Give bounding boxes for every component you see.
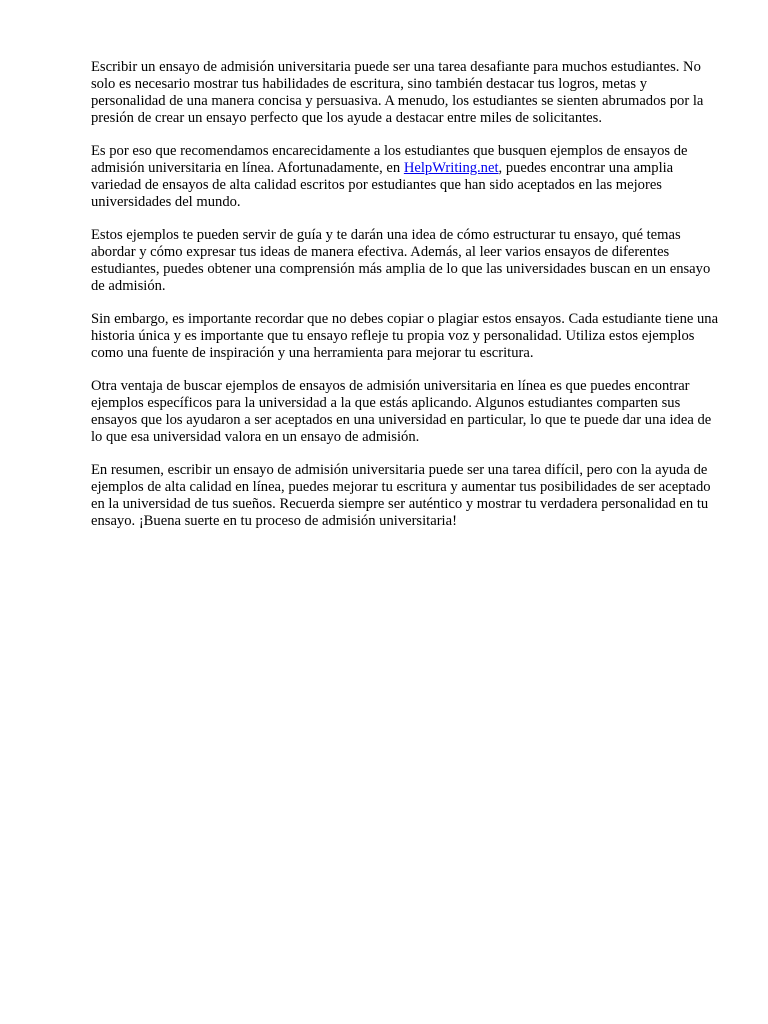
paragraph-examples: Estos ejemplos te pueden servir de guía y te darán una idea de cómo estructurar tu ensayo, qué temas abordar y cómo expresar tus ideas de manera efectiva. Además, al leer varios ensayos de diferentes estudiantes, puedes obtener una comprensión más amplia de lo que las universidades buscan en un ensayo de admisión. — [91, 227, 711, 294]
paragraph-advantage: Otra ventaja de buscar ejemplos de ensayos de admisión universitaria en línea es que puedes encontrar ejemplos específicos para la universidad a la que estás aplicando. Algunos estudiantes comparten sus ensayos que los ayudaron a ser aceptados en una universidad en particular, lo que te puede dar una idea de lo que esa universidad valora en un ensayo de admisión. — [91, 378, 712, 445]
paragraph-text: , puedes encontrar una amplia variedad de ensayos de alta calidad escritos por estudiantes que han sido aceptados en las mejores universidades del mundo. — [91, 160, 674, 210]
helpwriting-link[interactable]: HelpWriting.net — [403, 160, 499, 176]
paragraph-text: Es por eso que recomendamos encarecidamente a los estudiantes que busquen ejemplos de ensayos de admisión universitaria en línea. Afortunadamente, en — [91, 143, 688, 176]
paragraph-warning: Sin embargo, es importante recordar que no debes copiar o plagiar estos ensayos. Cada estudiante tiene una historia única y es importante que tu ensayo refleje tu propia voz y personalidad. Utiliza estos ejemplos como una fuente de inspiración y una herramienta para mejorar tu escritura. — [91, 311, 719, 361]
paragraph-intro: Escribir un ensayo de admisión universitaria puede ser una tarea desafiante para muchos estudiantes. No solo es necesario mostrar tus habilidades de escritura, sino también destacar tus logros, metas y personalidad de una manera concisa y persuasiva. A menudo, los estudiantes se sienten abrumados por la presión de crear un ensayo perfecto que los ayude a destacar entre miles de solicitantes. — [91, 59, 704, 126]
paragraph-conclusion: En resumen, escribir un ensayo de admisión universitaria puede ser una tarea difícil, pero con la ayuda de ejemplos de alta calidad en línea, puedes mejorar tu escritura y aumentar tus posibilidades de ser aceptado en la universidad de tus sueños. Recuerda siempre ser auténtico y mostrar tu verdadera personalidad en tu ensayo. ¡Buena suerte en tu proceso de admisión universitaria! — [91, 462, 711, 529]
paragraph-recommendation — [91, 143, 723, 211]
document-body — [91, 59, 723, 546]
